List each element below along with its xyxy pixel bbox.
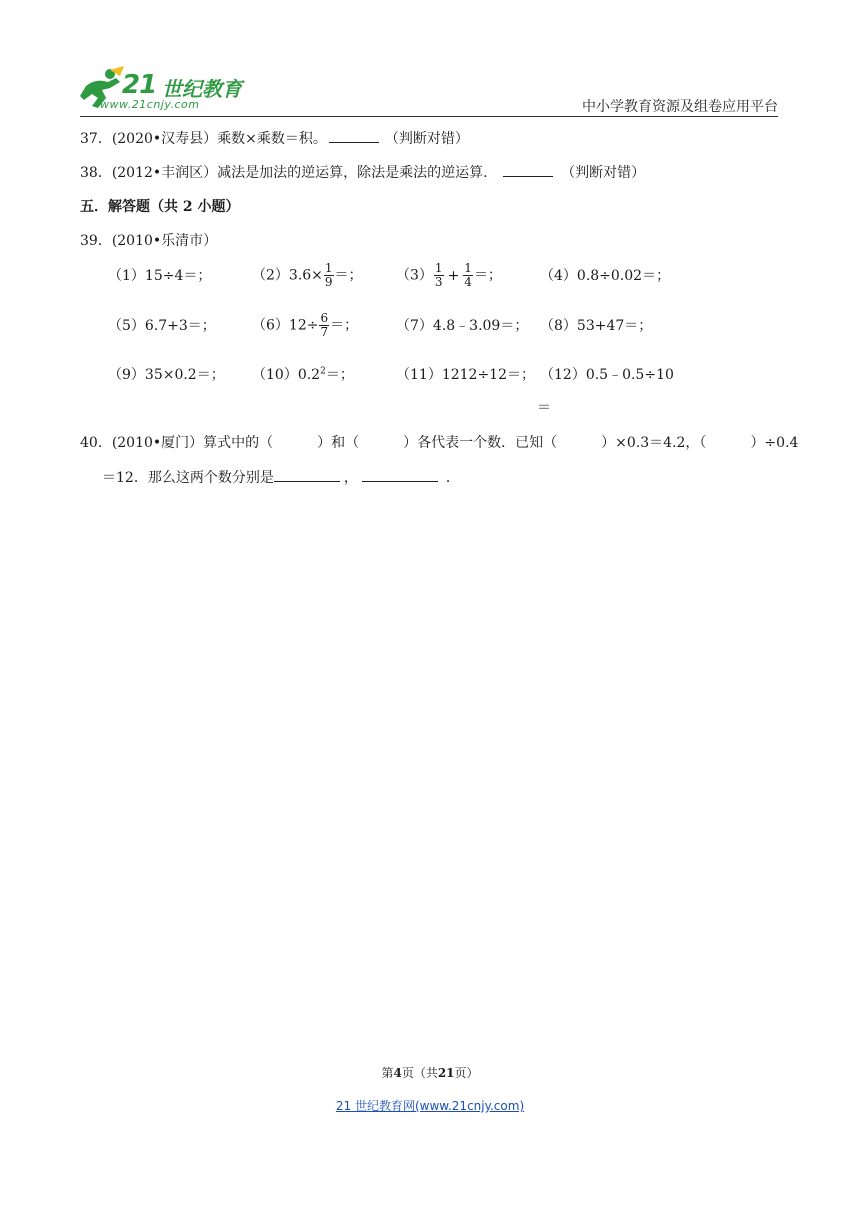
fraction: $\frac{1}{4}$ [464,261,472,289]
q39-item-5: （5）6.7+3＝； [108,318,216,334]
section-title: 五．解答题（共 2 小题） [80,199,240,215]
q37-answer-blank[interactable] [329,128,379,143]
q39-item-3: （3） $\frac{1}{3}$ + $\frac{1}{4}$ ＝； [396,261,502,289]
q37-text: 37．(2020•汉寿县）乘数×乘数＝积。 [80,131,327,147]
q39-item-11: （11）1212÷12＝； [396,367,535,383]
logo-text: 世纪教育 [162,77,242,101]
fraction: $\frac{1}{9}$ [324,261,333,289]
q40-answer-blank-1[interactable] [274,467,340,482]
q38-answer-blank[interactable] [503,162,553,177]
q39-item-2: （2）3.6× $\frac{1}{9}$ ＝； [252,261,363,289]
q39-title: 39．(2010•乐清市） [80,233,218,249]
q37-suffix: （判断对错） [384,131,469,147]
q39-item-6: （6）12÷ $\frac{6}{7}$ ＝； [252,311,359,339]
logo-url: www.21cnjy.com [100,98,200,111]
q38-suffix: （判断对错） [561,165,646,181]
q39-item-8: （8）53+47＝； [540,318,653,334]
q39-item-1: （1）15÷4＝； [108,268,212,284]
q39-item-4: （4）0.8÷0.02＝； [540,268,671,284]
q38-text: 38．(2012•丰润区）减法是加法的逆运算，除法是乘法的逆运算． [80,165,498,181]
question-40-line-2: ＝12．那么这两个数分别是 ， ． [102,467,460,487]
header-divider [80,116,778,117]
fraction: $\frac{6}{7}$ [320,311,329,339]
footer-link[interactable]: 21 世纪教育网(www.21cnjy.com) [335,1099,525,1113]
q39-item-12: （12）0.5﹣0.5÷10 [540,367,674,383]
q39-item-7: （7）4.8﹣3.09＝； [396,318,529,334]
q40-answer-blank-2[interactable] [362,467,438,482]
platform-title: 中小学教育资源及组卷应用平台 [582,99,778,115]
fraction: $\frac{1}{3}$ [434,261,443,289]
q39-item-12-equals: ＝ [537,400,551,416]
question-40-line-1: 40．(2010•厦门）算式中的（ ）和（ ）各代表一个数．已知（ ）×0.3＝4.2，（ ）÷0.4 [80,435,799,451]
page-number: 第4页（共21页） [381,1066,479,1080]
question-38 [80,162,645,182]
logo-number: 21 [122,70,157,100]
q39-item-9: （9）35×0.2＝； [108,367,225,383]
question-37 [80,128,469,148]
logo [80,66,260,114]
q39-item-10: $(10)0.2^2=$； [252,366,354,383]
